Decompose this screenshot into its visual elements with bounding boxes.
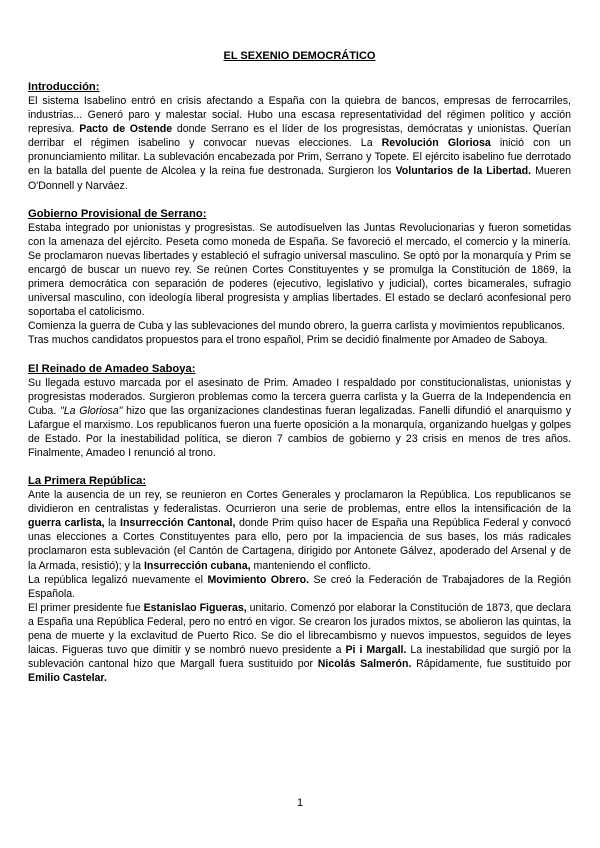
section-gobierno-provisional — [28, 207, 571, 348]
bold-text: Pi i Margall. — [345, 644, 407, 657]
section-heading: El Reinado de Amadeo Saboya: — [28, 362, 196, 375]
paragraph — [28, 319, 571, 333]
text-run: Estaba integrado por unionistas y progresistas. Se autodisuelven las Juntas Revolucionarias y fueron sometidas con la amenaza del ejército. Peseta como moneda de España. Se favoreció el mercado, el comercio y la minería. Se proclamaron nuevas libertades y estableció el sufragio universal masculino. Se optó por la monarquía y Prim se encargó de buscar un nuevo rey. Se reúnen Cortes Constituyentes y se promulga la Constitución de 1869, la primera democrática con separación de poderes (ejecutivo, legislativo y judicial), cortes bicamerales, sufragio universal masculino, con ideología liberal progresista y amplias libertades. El estado se declaró aconfesional pero soportaba el catolicismo. — [28, 221, 571, 319]
text-run: hizo que las organizaciones clandestinas fueran legalizadas. Fanelli difundió el anarquismo y Lafargue el marxismo. Los republicanos fueron una fuerte oposición a la monarquía, organizando huelgas y golpes de Estado. Por la inestabilidad política, se dieron 7 cambios de gobierno y 23 crisis en menos de tres años. Finalmente, Amadeo I renunció al trono. — [28, 404, 571, 459]
text-run: Ante la ausencia de un rey, se reunieron en Cortes Generales y proclamaron la República. Los republicanos se dividieron en centralistas y federalistas. Ocurrieron una serie de problemas, entre ellos la intensificación de la — [28, 489, 571, 516]
section-heading: La Primera República: — [28, 475, 147, 488]
page-number: 1 — [296, 797, 304, 809]
document-page — [28, 50, 571, 699]
bold-text: Emilio Castelar. — [28, 672, 107, 685]
text-run: El primer presidente fue — [28, 601, 144, 614]
text-run: Su llegada estuvo marcada por el asesinato de Prim. Amadeo I respaldado por constitucionalistas, unionistas y progresistas moderados. Surgieron problemas como la tercera guerra carlista y la Guerra de la Independencia en Cuba. — [28, 376, 571, 417]
paragraph — [28, 601, 571, 686]
section-heading: Introducción: — [28, 81, 100, 93]
paragraph — [28, 573, 571, 601]
bold-text: Movimiento Obrero. — [207, 573, 310, 586]
section-heading: Gobierno Provisional de Serrano: — [28, 207, 207, 220]
text-run: donde Prim quiso hacer de España una República Federal y convocó unas elecciones a Cortes Constituyentes para ello, pero por la impaciencia de sus bases, los más radicales proclamaron esta sublevación (el Cantón de Cartagena, dirigido por Antonete Gálvez, apoderado del Arsenal y de la Armada, resistió); y la — [28, 517, 572, 572]
document-title: EL SEXENIO DEMOCRÁTICO — [223, 50, 376, 62]
text-run: unitario. Comenzó por elaborar la Constitución de 1873, que declara a España una República Federal, pero no entró en vigor. Se crearon los jurados mixtos, se abolieron las quintas, la pena de muerte y la exclavitud de Puerto Rico. Se dio el librecambismo y nuevos impuestos, seguidos de leyes laicas. Figueras tuvo que dimitir y se nombró nuevo presidente a — [28, 601, 571, 657]
bold-text: Estanislao Figueras, — [143, 601, 247, 614]
text-run: La república legalizó nuevamente el — [28, 573, 208, 586]
italic-text: "La Gloriosa" — [59, 404, 123, 417]
paragraph — [28, 376, 571, 461]
bold-text: guerra carlista, — [28, 517, 105, 530]
text-run: El sistema Isabelino entró en crisis afectando a España con la quiebra de bancos, empresas de ferrocarriles, industrias... Generó paro y malestar social. Hubo una escasa representatividad del régimen político y acción represiva. — [28, 95, 571, 136]
section-introduccion — [28, 80, 571, 193]
text-run: donde Serrano es el líder de los progresistas, demócratas y unionistas. Querían derribar el régimen isabelino y convocar nuevas elecciones. La — [28, 123, 571, 150]
bold-text: Insurrección cubana, — [143, 559, 251, 572]
paragraph — [28, 94, 571, 193]
text-run: Rápidamente, fue sustituido por — [411, 658, 571, 671]
bold-text: Nicolás Salmerón. — [317, 658, 412, 671]
section-primera-republica — [28, 474, 571, 685]
bold-text: Voluntarios de la Libertad. — [395, 165, 532, 178]
text-run: la — [104, 517, 121, 530]
text-run: La inestabilidad que surgió por la sublevación cantonal hizo que Margall fuera sustituido por — [28, 644, 571, 671]
text-run: manteniendo el conflicto. — [250, 559, 371, 572]
text-run: Se creó la Federación de Trabajadores de la Región Española. — [28, 573, 571, 600]
text-run: inició con un pronunciamiento militar. La sublevación encabezada por Prim, Serrano y Topete. El ejército isabelino fue derrotado en la batalla del puente de Alcolea y la reina fue destronada. Surgieron los — [28, 137, 571, 178]
bold-text: Insurrección Cantonal, — [120, 517, 236, 530]
bold-text: Pacto de Ostende — [79, 123, 173, 136]
bold-text: Revolución Gloriosa — [381, 137, 491, 150]
text-run: Tras muchos candidatos propuestos para el trono español, Prim se decidió finalmente por Amadeo de Saboya. — [28, 334, 548, 347]
paragraph — [28, 221, 571, 320]
text-run: Comienza la guerra de Cuba y las sublevaciones del mundo obrero, la guerra carlista y movimientos republicanos. — [28, 320, 566, 333]
paragraph — [28, 488, 571, 573]
section-reinado-amadeo — [28, 362, 571, 461]
paragraph — [28, 333, 571, 347]
text-run: Mueren O'Donnell y Narváez. — [28, 165, 571, 192]
